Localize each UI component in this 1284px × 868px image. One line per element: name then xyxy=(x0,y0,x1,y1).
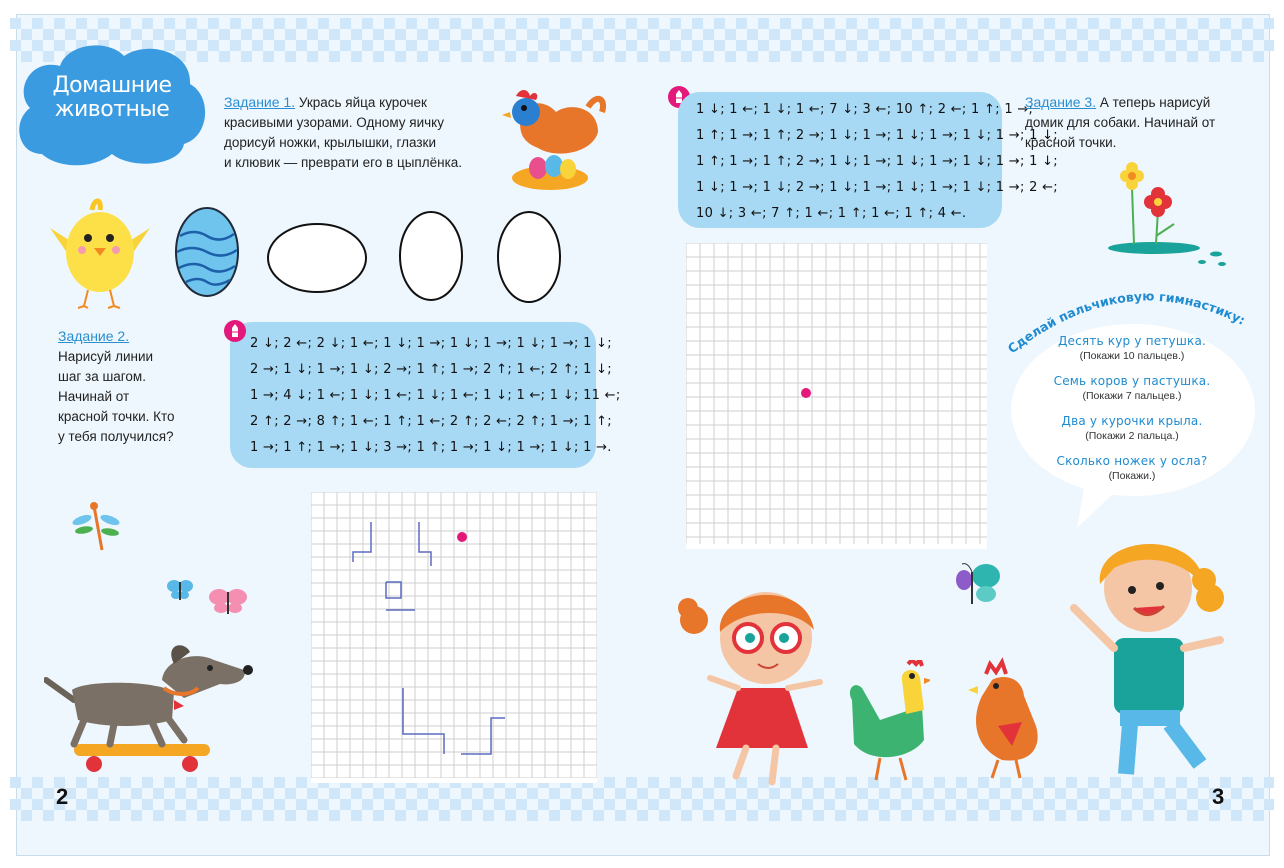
gym-title-arc xyxy=(996,270,1260,360)
butterfly-pink-icon xyxy=(208,586,248,621)
task2-code-line: 2 ↑; 2 →; 8 ↑; 1 ←; 1 ↑; 1 ←; 2 ↑; 2 ←; 2 ↑; 1 →; 1 ↑; xyxy=(250,414,612,429)
task3-code-line: 1 ↓; 1 ←; 1 ↓; 1 ←; 7 ↓; 3 ←; 10 ↑; 2 ←; 1 ↑; 1 →; xyxy=(696,102,1034,117)
gym-title: Сделай пальчиковую гимнастику: xyxy=(1004,288,1248,357)
gym-line-4: Сколько ножек у осла? xyxy=(1056,454,1208,468)
blank-egg-2 xyxy=(398,210,464,307)
blank-egg-1 xyxy=(266,222,368,299)
green-hen-illustration xyxy=(840,660,930,791)
boy-illustration xyxy=(1064,528,1234,793)
task1-line-4: и клювик — преврати его в цыплёнка. xyxy=(224,155,463,170)
grid-line xyxy=(353,522,371,562)
start-dot xyxy=(801,388,811,398)
hen-illustration xyxy=(498,82,610,197)
butterfly-teal-icon xyxy=(950,560,1004,619)
task3-line-2: домик для собаки. Начинай от xyxy=(1025,115,1216,130)
task2-line-1: Нарисуй линии xyxy=(58,349,154,364)
task2-code-line: 1 →; 4 ↓; 1 ←; 1 ↓; 1 ←; 1 ↓; 1 ←; 1 ↓; 1 ←; 1 ↓; 11 ←; xyxy=(250,388,621,403)
section-heading-cloud xyxy=(12,36,212,170)
task3-code-line: 1 ↑; 1 →; 1 ↑; 2 →; 1 ↓; 1 →; 1 ↓; 1 →; 1 ↓; 1 →; 1 ↓; xyxy=(696,154,1058,169)
task3-instructions-bubble xyxy=(678,92,1058,228)
task2-line-4: красной точки. Кто xyxy=(58,409,175,424)
dragonfly-illustration xyxy=(72,498,124,559)
orange-hen-illustration xyxy=(962,656,1052,787)
grid-line xyxy=(403,688,444,754)
task2-code-line: 2 →; 1 ↓; 1 →; 1 ↓; 2 →; 1 ↑; 1 →; 2 ↑; 1 ←; 2 ↑; 1 ↓; xyxy=(250,362,612,377)
decorated-egg xyxy=(174,206,240,303)
task3-text xyxy=(1025,92,1255,153)
butterfly-blue-icon xyxy=(166,576,194,607)
task2-label: Задание 2. xyxy=(58,328,130,344)
task1-line-1: Укрась яйца курочек xyxy=(298,95,427,110)
task2-line-2: шаг за шагом. xyxy=(58,369,146,384)
chick-illustration xyxy=(44,192,156,317)
task1-label: Задание 1. xyxy=(224,94,296,110)
svg-text:Сделай пальчиковую гимнастику: xyxy=(1005,289,1248,357)
task3-code-line: 1 ↓; 1 →; 1 ↓; 2 →; 1 ↓; 1 →; 1 ↓; 1 →; 1 ↓; 1 →; 2 ←; xyxy=(696,180,1058,195)
gym-line-3: Два у курочки крыла. xyxy=(1061,414,1203,428)
gym-hint-1: (Покажи 10 пальцев.) xyxy=(1079,350,1185,362)
gym-line-1: Десять кур у петушка. xyxy=(1057,334,1207,348)
start-dot xyxy=(457,532,467,542)
task2-line-3: Начинай от xyxy=(58,389,130,404)
blank-egg-3 xyxy=(496,210,562,309)
grid-line xyxy=(461,718,505,754)
gym-hint-3: (Покажи 2 пальца.) xyxy=(1085,430,1179,442)
task2-code-line: 1 →; 1 ↑; 1 →; 1 ↓; 3 →; 1 ↑; 1 →; 1 ↓; 1 →; 1 ↓; 1 →. xyxy=(250,440,612,455)
task2-drawing-grid[interactable] xyxy=(311,492,597,783)
task3-drawing-grid[interactable] xyxy=(686,243,987,549)
task3-line-3: красной точки. xyxy=(1025,135,1117,150)
task2-line-5: у тебя получился? xyxy=(58,429,174,444)
page-number-right: 3 xyxy=(1212,784,1225,809)
task1-text xyxy=(224,92,494,173)
task2-instructions-bubble xyxy=(230,322,621,468)
gym-hint-4: (Покажи.) xyxy=(1108,470,1156,482)
task2-text xyxy=(58,326,198,447)
task2-code-line: 2 ↓; 2 ←; 2 ↓; 1 ←; 1 ↓; 1 →; 1 ↓; 1 →; 1 ↓; 1 →; 1 ↓; xyxy=(250,336,612,351)
page-number-left: 2 xyxy=(56,784,69,809)
task3-code-line: 10 ↓; 3 ←; 7 ↑; 1 ←; 1 ↑; 1 ←; 1 ↑; 4 ←. xyxy=(696,206,967,221)
girl-illustration xyxy=(676,578,836,793)
pencil-icon xyxy=(224,320,246,342)
dog-on-skateboard-illustration xyxy=(44,640,254,785)
gym-hint-2: (Покажи 7 пальцев.) xyxy=(1082,390,1182,402)
gym-line-2: Семь коров у пастушка. xyxy=(1053,374,1211,388)
task1-line-3: дорисуй ножки, крылышки, глазки xyxy=(224,135,436,150)
page-title: Домашние животные xyxy=(52,73,172,122)
task3-line-1: А теперь нарисуй xyxy=(1099,95,1211,110)
task3-code-line: 1 ↑; 1 →; 1 ↑; 2 →; 1 ↓; 1 →; 1 ↓; 1 →; 1 ↓; 1 →; 1 ↓; xyxy=(696,128,1058,143)
task3-label: Задание 3. xyxy=(1025,94,1097,110)
flowers-illustration xyxy=(1104,158,1230,281)
task1-line-2: красивыми узорами. Одному яичку xyxy=(224,115,444,130)
